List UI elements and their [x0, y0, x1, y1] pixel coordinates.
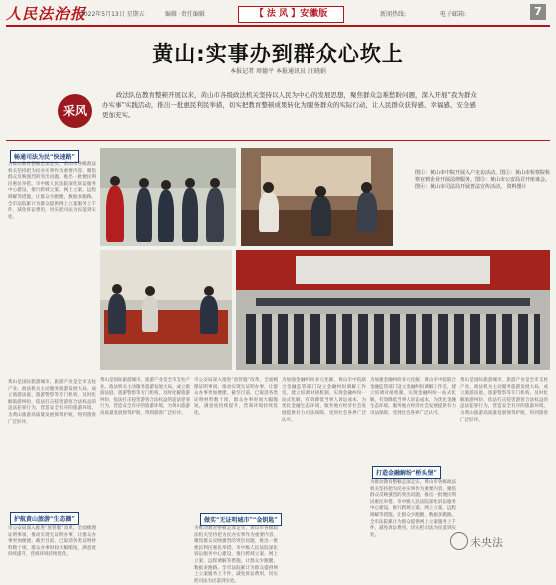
byline: 本报记者 周德平 本报通讯员 汪晓娟 [230, 68, 326, 75]
masthead [0, 0, 556, 26]
body-column-2: 黄山是国际旅游城市，旅游产业是全市支柱产业。政法机关主动服务旅游发展大局，成立旅游法庭、旅游警察等专门机构，及时化解旅游纠纷，依法打击侵害游客合法权益的违法犯罪行为，营造安全有序的旅游环境，为黄山旅游高质量发展保驾护航，得到游客广泛好评。 [100, 378, 190, 416]
photo-3 [100, 250, 232, 370]
body-column-4: 为加强金融纠纷多元化解，黄山市中院联合金融监管部门设立金融纠纷调解工作室，建立诉调对接机制，实现金融纠纷一站式化解，有效降低当事人诉讼成本，为优化金融生态环境、服务地方经济社会发展提供有力司法保障，受到社会各界广泛认可。 [282, 378, 366, 423]
subhead-4: 打造金融解纷“桥头堡” [372, 466, 441, 479]
lead-paragraph: 政法队伍教育整顿开展以来，黄山市各级政法机关坚持以人民为中心的发展思想，聚焦群众急难愁盼问题，深入开展“我为群众办实事”实践活动，推出一批惠民利民举措，切实把教育整顿成果转化为服务群众的实际行动，让人民群众获得感、幸福感、安全感更加充实。 [102, 91, 477, 119]
body-column-5: 为加强金融纠纷多元化解，黄山市中院联合金融监管部门设立金融纠纷调解工作室，建立诉调对接机制，实现金融纠纷一站式化解，有效降低当事人诉讼成本，为优化金融生态环境、服务地方经济社会发展提供有力司法保障，受到社会各界广泛认可。 [370, 378, 456, 416]
body-column-3: 市公安局深入推进“放管服”改革，全面梳理证明事项，推动实现无证明办事，让群众办事更加便捷。截至目前，已取消各类证明材料数十项，群众办事时间大幅缩短，满意度持续提升，营商环境持续优化。 [194, 378, 278, 416]
column-stamp: 采风 [58, 94, 92, 128]
photo-1 [100, 148, 236, 246]
body-column-1b: 黄山是国际旅游城市，旅游产业是全市支柱产业。政法机关主动服务旅游发展大局，成立旅游法庭、旅游警察等专门机构，及时化解旅游纠纷，依法打击侵害游客合法权益的违法犯罪行为，营造安全有序的旅游环境，为黄山旅游高质量发展保驾护航，得到游客广泛好评。 [8, 380, 96, 425]
body-column-1c: 市公安局深入推进“放管服”改革，全面梳理证明事项，推动实现无证明办事，让群众办事更加便捷。截至目前，已取消各类证明材料数十项，群众办事时间大幅缩短，满意度持续提升，营商环境持续优化。 [8, 526, 96, 558]
issue-date: 2022年5月13日 星期五 [80, 11, 145, 18]
wechat-icon [450, 532, 468, 550]
editor-info: 编辑 ·责任编辑 [165, 11, 205, 18]
newspaper-logo: 人民法治报 [6, 5, 87, 23]
body-column-1: 为推动教育整顿走深走实，黄山市各级政法机关坚持把为民办实事作为重要内容，聚焦群众反映强烈的突出问题，推出一批便民利民惠民举措。市中级人民法院深化诉讼服务中心建设，推行跨域立案、网上立案、远程调解等措施，让群众少跑腿，数据多跑路。全市法院累计为群众提供网上立案服务上千件，减免诉讼费用，切实把司法为民落到实处。 [8, 162, 96, 220]
photo-4 [236, 250, 550, 370]
subhead-2: 护航黄山旅游“生态圈” [10, 512, 79, 525]
photo-caption: 图①：黄山市中院开展入户走访活动。图②：黄山市检察院检察官到企业开展法律服务。图③：黄山市公安局召开座谈会。图④：黄山市司法局开展普法宣传活动。 资料图片 [415, 170, 551, 190]
page-number: 7 [530, 4, 546, 20]
body-column-6: 黄山是国际旅游城市，旅游产业是全市支柱产业。政法机关主动服务旅游发展大局，成立旅游法庭、旅游警察等专门机构，及时化解旅游纠纷，依法打击侵害游客合法权益的违法犯罪行为，营造安全有序的旅游环境，为黄山旅游高质量发展保驾护航，得到游客广泛好评。 [460, 378, 548, 423]
headline: 黄山:实事办到群众心坎上 [152, 42, 404, 66]
body-column-3b: 为推动教育整顿走深走实，黄山市各级政法机关坚持把为民办实事作为重要内容，聚焦群众反映强烈的突出问题，推出一批便民利民惠民举措。市中级人民法院深化诉讼服务中心建设，推行跨域立案、网上立案、远程调解等措施，让群众少跑腿，数据多跑路。全市法院累计为群众提供网上立案服务上千件，减免诉讼费用，切实把司法为民落到实处。 [194, 526, 278, 584]
masthead-rule [6, 25, 550, 27]
body-column-5b: 为推动教育整顿走深走实，黄山市各级政法机关坚持把为民办实事作为重要内容，聚焦群众反映强烈的突出问题，推出一批便民利民惠民举措。市中级人民法院深化诉讼服务中心建设，推行跨域立案、网上立案、远程调解等措施，让群众少跑腿，数据多跑路。全市法院累计为群众提供网上立案服务上千件，减免诉讼费用，切实把司法为民落到实处。 [370, 480, 456, 538]
lead-divider [6, 140, 550, 141]
photo-2 [241, 148, 393, 246]
subhead-1: 畅通司法为民“快速路” [10, 150, 79, 163]
email-label: 电子邮箱: [440, 11, 467, 18]
watermark-text: 未央法 [470, 536, 503, 549]
section-title: 【 法 风 】安徽版 [238, 6, 344, 23]
subhead-3: 做实“无证明城市”“金钥匙” [200, 513, 282, 526]
hotline-label: 新闻热线: [380, 11, 407, 18]
